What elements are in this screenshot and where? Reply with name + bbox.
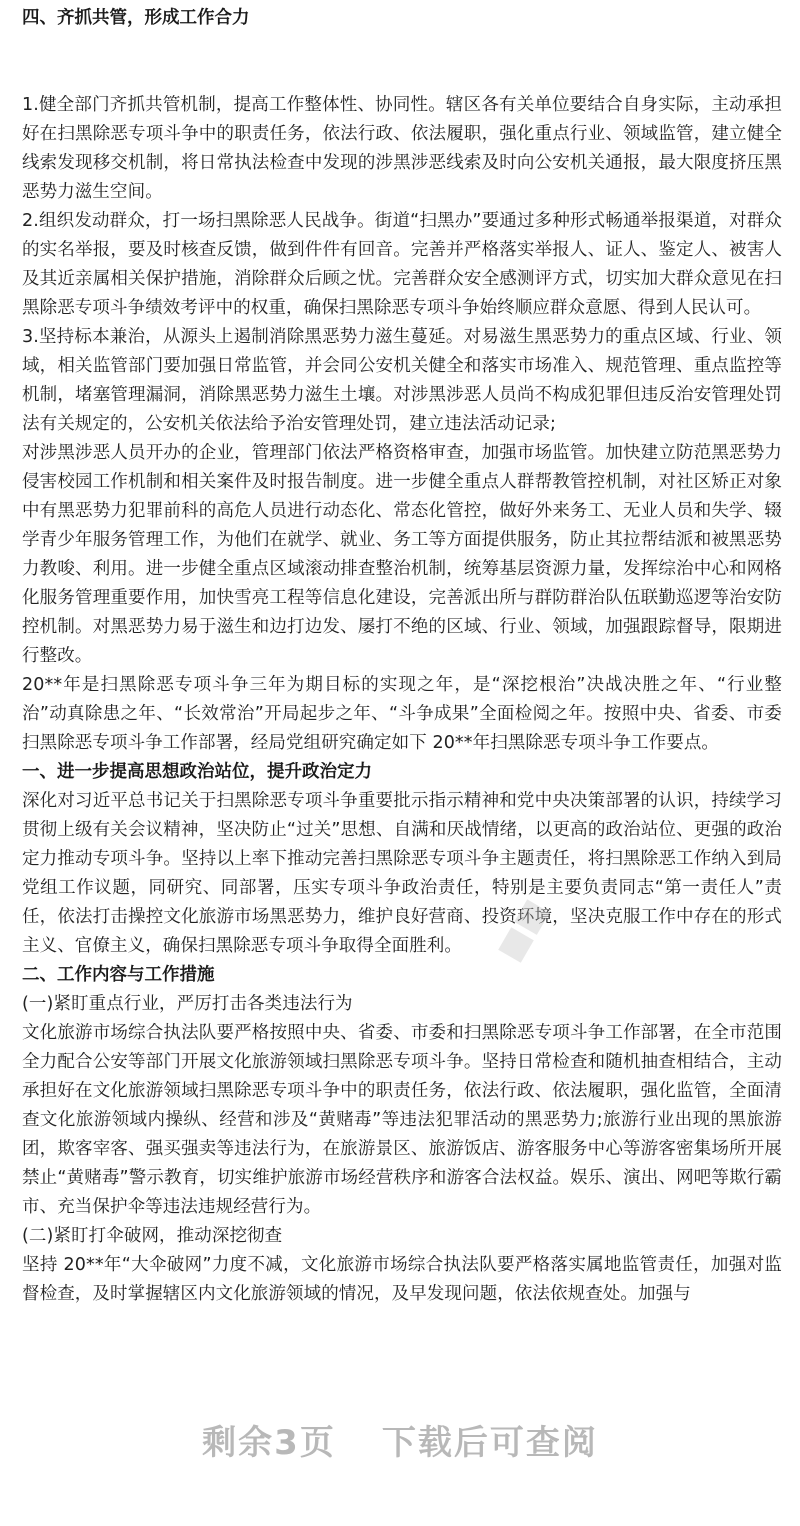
paragraph-1: 1.健全部门齐抓共管机制，提高工作整体性、协同性。辖区各有关单位要结合自身实际，主动承担好在扫黑除恶专项斗争中的职责任务，依法行政、依法履职，强化重点行业、领域监管，建立健全线索发现移交机制，将日常执法检查中发现的涉黑涉恶线索及时向公安机关通报，最大限度挤压黑恶势力滋生空间。 — [22, 95, 782, 202]
download-prompt[interactable] — [0, 1415, 800, 1464]
download-to-view-label: 下载后可查阅 — [381, 1423, 598, 1463]
section-heading-4: 四、齐抓共管，形成工作合力 — [22, 8, 250, 28]
paragraph-4: 对涉黑涉恶人员开办的企业，管理部门依法严格资格审查，加强市场监管。加快建立防范黑恶势力侵害校园工作机制和相关案件及时报告制度。进一步健全重点人群帮教管控机制，对社区矫正对象中有黑恶势力犯罪前科的高危人员进行动态化、常态化管控，做好外来务工、无业人员和失学、辍学青少年服务管理工作，为他们在就学、就业、务工等方面提供服务，防止其拉帮结派和被黑恶势力教唆、利用。进一步健全重点区域滚动排查整治机制，统筹基层资源力量，发挥综治中心和网格化服务管理重要作用，加快雪亮工程等信息化建设，完善派出所与群防群治队伍联勤巡逻等治安防控机制。对黑恶势力易于滋生和边打边发、屡打不绝的区域、行业、领域，加强跟踪督导，限期进行整改。 — [22, 443, 782, 666]
subheading-1: (一)紧盯重点行业，严厉打击各类违法行为 — [22, 994, 353, 1014]
document-body — [22, 0, 782, 1309]
paragraph-3: 3.坚持标本兼治，从源头上遏制消除黑恶势力滋生蔓延。对易滋生黑恶势力的重点区域、行业、领域，相关监管部门要加强日常监管，并会同公安机关健全和落实市场准入、规范管理、重点监控等机制，堵塞管理漏洞，消除黑恶势力滋生土壤。对涉黑涉恶人员尚不构成犯罪但违反治安管理处罚法有关规定的，公安机关依法给予治安管理处罚，建立违法活动记录; — [22, 327, 782, 434]
blank-space — [22, 33, 782, 91]
section-heading-1: 一、进一步提高思想政治站位，提升政治定力 — [22, 762, 372, 782]
remaining-pages-label: 剩余3页 — [202, 1423, 336, 1463]
paragraph-7: 文化旅游市场综合执法队要严格按照中央、省委、市委和扫黑除恶专项斗争工作部署，在全市范围全力配合公安等部门开展文化旅游领域扫黑除恶专项斗争。坚持日常检查和随机抽查相结合，主动承担好在文化旅游领域扫黑除恶专项斗争中的职责任务，依法行政、依法履职，强化监管，全面清查文化旅游领域内操纵、经营和涉及“黄赌毒”等违法犯罪活动的黑恶势力;旅游行业出现的黑旅游团，欺客宰客、强买强卖等违法行为，在旅游景区、旅游饭店、游客服务中心等游客密集场所开展禁止“黄赌毒”警示教育，切实维护旅游市场经营秩序和游客合法权益。娱乐、演出、网吧等欺行霸市、充当保护伞等违法违规经营行为。 — [22, 1023, 782, 1217]
section-heading-2: 二、工作内容与工作措施 — [22, 965, 215, 985]
watermark: ■■ — [488, 892, 556, 968]
paragraph-5: 20**年是扫黑除恶专项斗争三年为期目标的实现之年，是“深挖根治”决战决胜之年、“行业整治”动真除患之年、“长效常治”开局起步之年、“斗争成果”全面检阅之年。按照中央、省委、市委扫黑除恶专项斗争工作部署，经局党组研究确定如下 20**年扫黑除恶专项斗争工作要点。 — [22, 675, 782, 753]
subheading-2: (二)紧盯打伞破网，推动深挖彻查 — [22, 1226, 283, 1246]
paragraph-6: 深化对习近平总书记关于扫黑除恶专项斗争重要批示指示精神和党中央决策部署的认识，持续学习贯彻上级有关会议精神，坚决防止“过关”思想、自满和厌战情绪，以更高的政治站位、更强的政治定力推动专项斗争。坚持以上率下推动完善扫黑除恶专项斗争主题责任，将扫黑除恶工作纳入到局党组工作议题，同研究、同部署，压实专项斗争政治责任，特别是主要负责同志“第一责任人”责任，依法打击操控文化旅游市场黑恶势力，维护良好营商、投资环境，坚决克服工作中存在的形式主义、官僚主义，确保扫黑除恶专项斗争取得全面胜利。 — [22, 791, 782, 956]
paragraph-2: 2.组织发动群众，打一场扫黑除恶人民战争。街道“扫黑办”要通过多种形式畅通举报渠道，对群众的实名举报，要及时核查反馈，做到件件有回音。完善并严格落实举报人、证人、鉴定人、被害人及其近亲属相关保护措施，消除群众后顾之忧。完善群众安全感测评方式，切实加大群众意见在扫黑除恶专项斗争绩效考评中的权重，确保扫黑除恶专项斗争始终顺应群众意愿、得到人民认可。 — [22, 211, 782, 318]
paragraph-8: 坚持 20**年“大伞破网”力度不减，文化旅游市场综合执法队要严格落实属地监管责任，加强对监督检查，及时掌握辖区内文化旅游领域的情况，及早发现问题，依法依规查处。加强与 — [22, 1255, 782, 1304]
